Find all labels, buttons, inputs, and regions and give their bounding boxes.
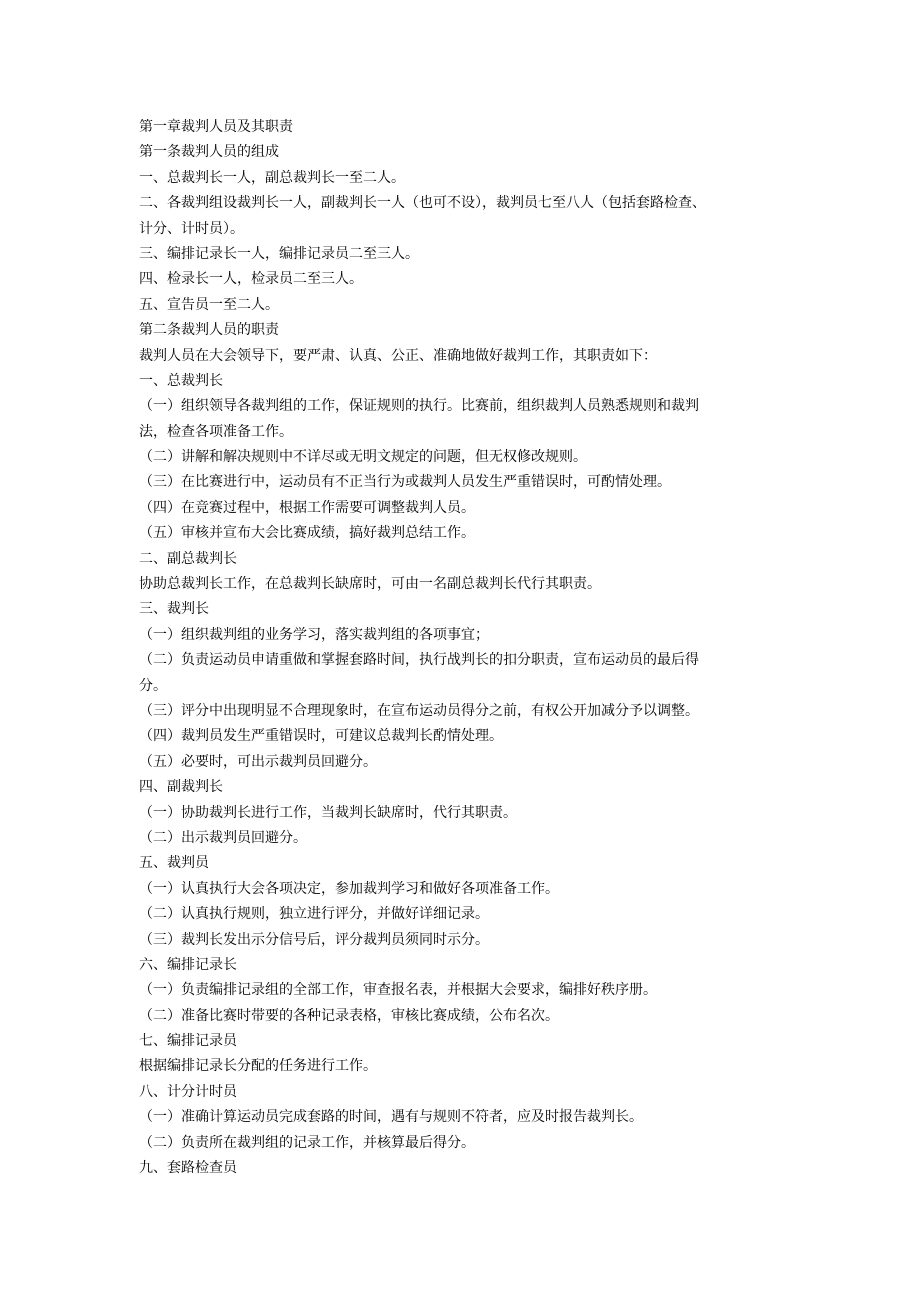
paragraph: （二）负责所在裁判组的记录工作，并核算最后得分。 xyxy=(139,1134,475,1151)
paragraph: 四、检录长一人，检录员二至三人。 xyxy=(139,271,363,288)
paragraph: （五）必要时，可出示裁判员回避分。 xyxy=(139,753,377,770)
paragraph: （四）裁判员发生严重错误时，可建议总裁判长酌情处理。 xyxy=(139,728,503,745)
document-body xyxy=(139,115,789,1181)
paragraph: （二）负责运动员申请重做和掌握套路时间，执行战判长的扣分职责，宣布运动员的最后得 xyxy=(139,652,699,669)
section-heading: 二、副总裁判长 xyxy=(139,550,237,567)
article-heading: 第二条裁判人员的职责 xyxy=(139,322,279,339)
paragraph: 分。 xyxy=(139,677,167,694)
paragraph: （二）准备比赛时带要的各种记录表格，审核比赛成绩，公布名次。 xyxy=(139,1007,559,1024)
paragraph: （四）在竞赛过程中，根据工作需要可调整裁判人员。 xyxy=(139,499,475,516)
paragraph: 三、编排记录长一人，编排记录员二至三人。 xyxy=(139,245,419,262)
paragraph: （五）审核并宣布大会比赛成绩，搞好裁判总结工作。 xyxy=(139,525,475,542)
paragraph: （一）准确计算运动员完成套路的时间，遇有与规则不符者，应及时报告裁判长。 xyxy=(139,1109,643,1126)
paragraph: 计分、计时员）。 xyxy=(139,220,244,237)
paragraph: 一、总裁判长一人，副总裁判长一至二人。 xyxy=(139,169,405,186)
paragraph: （三）评分中出现明显不合理现象时，在宣布运动员得分之前，有权公开加减分予以调整。 xyxy=(139,702,699,719)
paragraph: （一）组织领导各裁判组的工作，保证规则的执行。比赛前，组织裁判人员熟悉规则和裁判 xyxy=(139,398,699,415)
paragraph: 法，检查各项准备工作。 xyxy=(139,423,293,440)
article-heading: 第一条裁判人员的组成 xyxy=(139,144,279,161)
paragraph: 二、各裁判组设裁判长一人，副裁判长一人（也可不设），裁判员七至八人（包括套路检查、 xyxy=(139,195,706,212)
paragraph: （一）协助裁判长进行工作，当裁判长缺席时，代行其职责。 xyxy=(139,804,517,821)
paragraph: （二）认真执行规则，独立进行评分，并做好详细记录。 xyxy=(139,906,489,923)
section-heading: 四、副裁判长 xyxy=(139,779,223,796)
paragraph: （二）出示裁判员回避分。 xyxy=(139,829,307,846)
paragraph: （一）组织裁判组的业务学习，落实裁判组的各项事宜； xyxy=(139,626,489,643)
paragraph: 协助总裁判长工作，在总裁判长缺席时，可由一名副总裁判长代行其职责。 xyxy=(139,576,601,593)
paragraph: （二）讲解和解决规则中不详尽或无明文规定的问题，但无权修改规则。 xyxy=(139,449,587,466)
paragraph: 裁判人员在大会领导下，要严肃、认真、公正、准确地做好裁判工作，其职责如下： xyxy=(139,347,657,364)
section-heading: 八、计分计时员 xyxy=(139,1083,237,1100)
section-heading: 一、总裁判长 xyxy=(139,372,223,389)
chapter-title: 第一章裁判人员及其职责 xyxy=(139,119,293,135)
section-heading: 七、编排记录员 xyxy=(139,1033,237,1050)
paragraph: 五、宣告员一至二人。 xyxy=(139,296,279,313)
section-heading: 五、裁判员 xyxy=(139,855,209,872)
section-heading: 六、编排记录长 xyxy=(139,956,237,973)
section-heading: 三、裁判长 xyxy=(139,601,209,618)
paragraph: （三）裁判长发出示分信号后，评分裁判员须同时示分。 xyxy=(139,931,489,948)
paragraph: （一）认真执行大会各项决定，参加裁判学习和做好各项准备工作。 xyxy=(139,880,559,897)
paragraph: （一）负责编排记录组的全部工作，审查报名表，并根据大会要求，编排好秩序册。 xyxy=(139,982,657,999)
paragraph: （三）在比赛进行中，运动员有不正当行为或裁判人员发生严重错误时，可酌情处理。 xyxy=(139,474,671,491)
section-heading: 九、套路检查员 xyxy=(139,1160,237,1177)
paragraph: 根据编排记录长分配的任务进行工作。 xyxy=(139,1058,377,1075)
